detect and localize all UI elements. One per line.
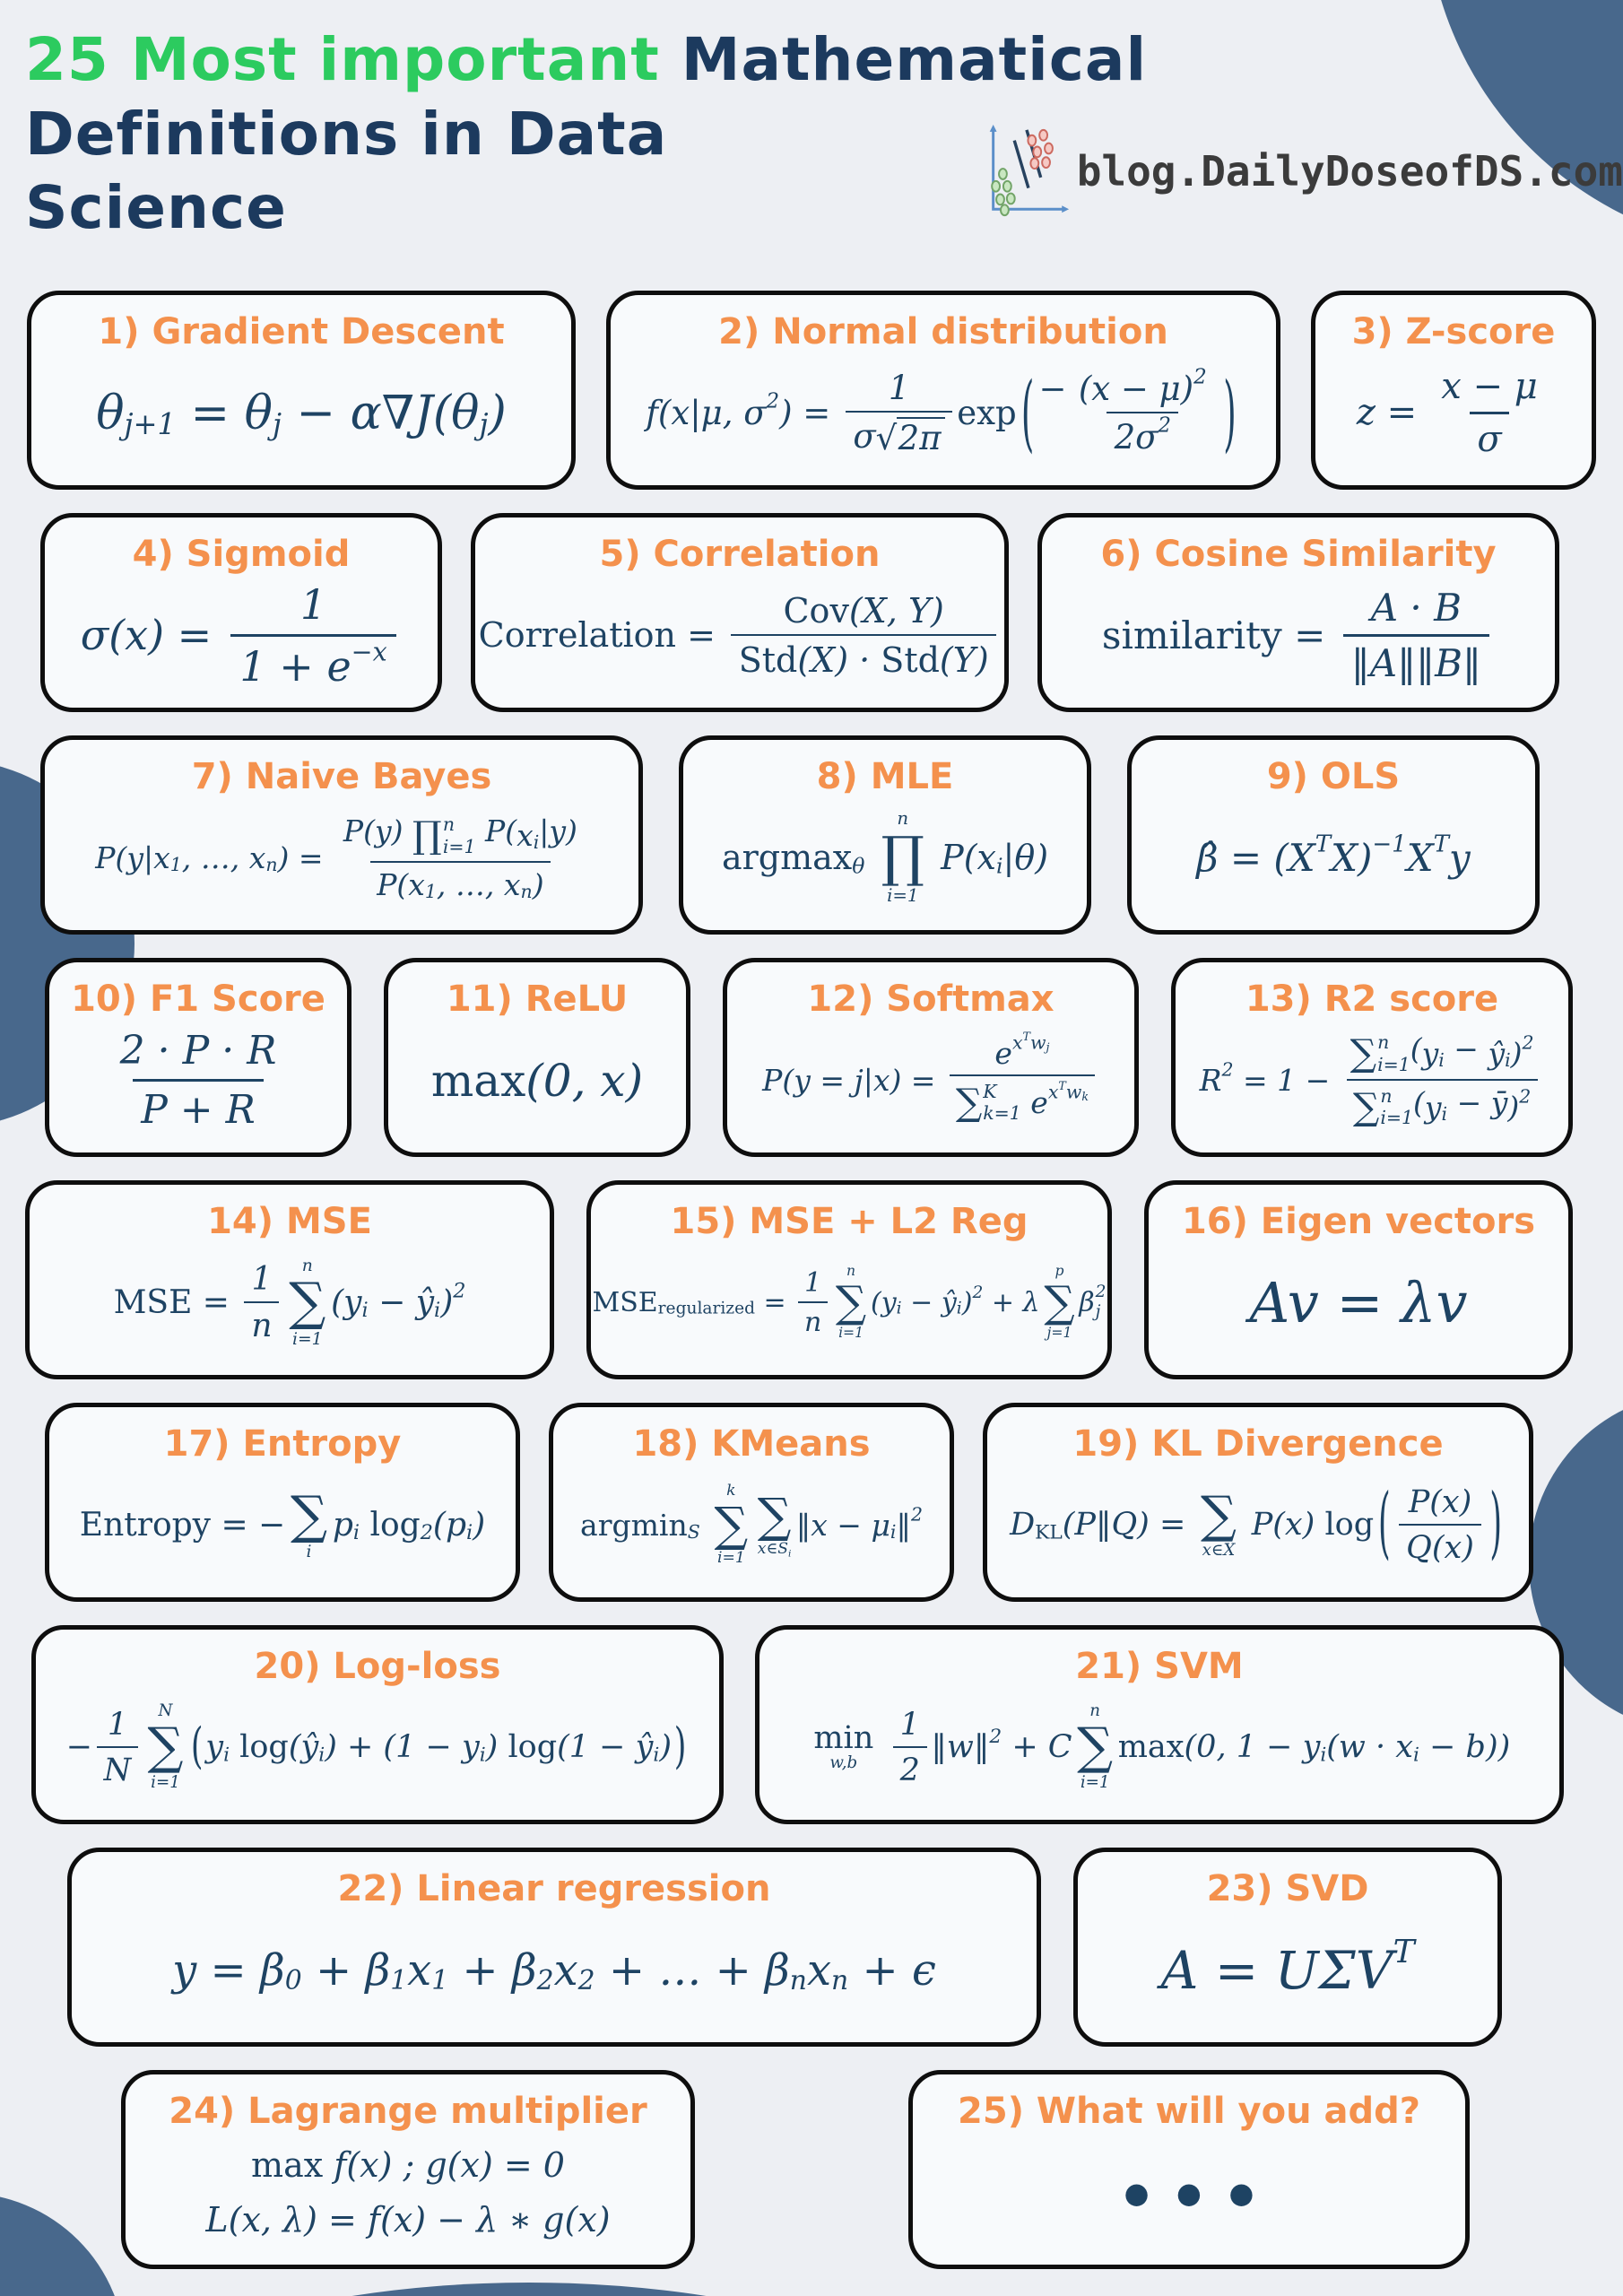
card-formula: max (0, x) [430, 1054, 644, 1107]
card-title: 18) KMeans [632, 1422, 871, 1465]
card-row [0, 958, 1623, 1157]
card-2-normal-distribution [606, 291, 1280, 490]
cards-grid [0, 291, 1623, 2292]
card-formula: f(x|μ, σ 2 ) = 1 σ √ 2π exp ( − (x − μ) 2 2 σ 2 ) [646, 364, 1237, 462]
card-title: 5) Correlation [599, 533, 881, 575]
card-title: 7) Naive Bayes [191, 755, 492, 797]
card-20-log-loss [31, 1625, 724, 1824]
card-3-z-score [1311, 291, 1596, 490]
card-formula: Entropy = − ∑ i p i log 2 ( p i ) [79, 1484, 486, 1561]
card-title: 22) Linear regression [337, 1867, 771, 1909]
card-title: 14) MSE [207, 1200, 372, 1242]
card-formula: P(y = j|x) = e x T w j ∑ K k=1 e x T w k [743, 1025, 1118, 1136]
card-title: 10) F1 Score [71, 978, 325, 1020]
card-7-naive-bayes [40, 735, 643, 935]
card-title: 4) Sigmoid [132, 533, 351, 575]
card-title: 1) Gradient Descent [98, 310, 505, 352]
card-title: 8) MLE [816, 755, 954, 797]
card-row [0, 735, 1623, 935]
card-formula: y = β 0 + β 1 x 1 + β 2 x 2 + … + β n x n + ϵ [172, 1944, 936, 1996]
brand-url: blog.DailyDoseofDS.com [1076, 147, 1623, 196]
card-13-r2-score [1171, 958, 1573, 1157]
card-9-ols [1127, 735, 1540, 935]
card-formula: max f(x) ; g(x) = 0 L(x, λ) = f(x) − λ ∗ g(x) [205, 2144, 611, 2240]
card-title: 21) SVM [1075, 1645, 1244, 1687]
card-14-mse [25, 1180, 554, 1379]
card-row [0, 513, 1623, 712]
card-row [0, 291, 1623, 490]
card-19-kl-divergence [983, 1403, 1533, 1602]
card-17-entropy [45, 1403, 520, 1602]
card-row [0, 1180, 1623, 1379]
card-formula: argmin S k ∑ i=1 ∑ x∈ S i ‖x − μ i ‖ 2 [580, 1482, 923, 1568]
card-22-linear-regression [67, 1848, 1041, 2047]
card-formula: similarity = $\frac{A \cdot B}{‖A‖‖B‖}$ [1058, 580, 1539, 691]
card-8-mle [679, 735, 1091, 935]
card-title: 20) Log-loss [254, 1645, 501, 1687]
card-title: 6) Cosine Similarity [1100, 533, 1497, 575]
card-row [0, 1403, 1623, 1602]
card-row [0, 2070, 1623, 2269]
card-formula: ● ● ● [1124, 2175, 1254, 2210]
card-25-what-will-you-add [908, 2070, 1470, 2269]
card-formula: β̂ = ( X T X ) −1 X T y [1196, 831, 1471, 880]
scatter-plot-logo-icon [980, 123, 1070, 220]
card-row [0, 1848, 1623, 2047]
card-formula: MSE = $\frac{1}{n}$ n ∑ i=1 ( y i − ŷ i ) 2 [113, 1256, 466, 1349]
card-formula: argmax θ n ∏ i=1 P( x i |θ) [721, 807, 1049, 907]
card-title: 17) Entropy [163, 1422, 402, 1465]
card-title: 3) Z-score [1351, 310, 1556, 352]
card-title: 25) What will you add? [958, 2090, 1420, 2132]
brand [980, 123, 1623, 220]
card-formula: D KL (P‖Q) = ∑ x∈X P(x) log ( $\frac{P(x)}{Q(x)}$ ) [1010, 1479, 1502, 1570]
card-formula: σ(x) = 1 1 + e −x [61, 580, 421, 691]
card-11-relu [384, 958, 690, 1157]
header [0, 0, 1623, 246]
title-highlight: 25 Most important [25, 25, 660, 94]
card-formula: z = $\frac{x - \mu}{\sigma}$ [1356, 365, 1538, 461]
card-formula: θ j+1 = θ j − α∇J( θ j ) [96, 386, 507, 442]
card-1-gradient-descent [27, 291, 576, 490]
card-18-kmeans [549, 1403, 954, 1602]
card-title: 15) MSE + L2 Reg [670, 1200, 1028, 1242]
page-title-line2: Definitions in Data Science [25, 99, 668, 242]
card-formula: P(y| x 1 , …, x n ) = P(y) ∏ n i=1 P( x i |y) P( x 1 , …, x n ) [95, 813, 577, 903]
card-title: 23) SVD [1206, 1867, 1369, 1909]
card-15-mse-l2-reg [586, 1180, 1112, 1379]
card-23-svd [1073, 1848, 1502, 2047]
card-title: 2) Normal distribution [718, 310, 1168, 352]
card-4-sigmoid [40, 513, 442, 712]
card-formula: − $\frac{1}{N}$ N ∑ i=1 ( y i log( ŷ i ) + (1 − y i ) log(1 − ŷ i ) ) [65, 1701, 687, 1792]
card-title: 19) KL Divergence [1072, 1422, 1444, 1465]
page-title-line1 [25, 23, 1623, 98]
card-formula: MSE regularized = $\frac{1}{n}$ n ∑ i=1 ( y i − ŷ i ) 2 + λ p ∑ j=1 β 2 j [592, 1263, 1107, 1341]
card-row [0, 1625, 1623, 1824]
card-formula: min w,b 1 2 ‖w‖ 2 + C n ∑ i=1 max (0, 1 − y i (w · x i − b)) [813, 1701, 1511, 1792]
card-12-softmax [723, 958, 1139, 1157]
card-formula: A = UΣ V T [1160, 1933, 1415, 2001]
card-5-correlation [471, 513, 1009, 712]
card-title: 24) Lagrange multiplier [169, 2090, 647, 2132]
card-formula: Correlation = Cov (X, Y) Std (X) · Std (Y) [491, 580, 988, 691]
card-6-cosine-similarity [1037, 513, 1559, 712]
card-16-eigen-vectors [1144, 1180, 1573, 1379]
card-24-lagrange-multiplier [121, 2070, 695, 2269]
card-title: 16) Eigen vectors [1181, 1200, 1536, 1242]
card-title: 9) OLS [1266, 755, 1401, 797]
card-title: 11) ReLU [446, 978, 629, 1020]
card-title: 12) Softmax [807, 978, 1055, 1020]
card-21-svm [755, 1625, 1564, 1824]
card-10-f1-score [45, 958, 352, 1157]
card-formula: 2 · P · R P + R [119, 1028, 277, 1133]
card-formula: Av = λv [1249, 1270, 1468, 1335]
title-rest: Mathematical [681, 25, 1148, 94]
card-title: 13) R2 score [1245, 978, 1499, 1020]
card-formula: R 2 = 1 − ∑ n i=1 ( y i − ŷ i ) 2 ∑ n i=1 ( y i − ȳ ) 2 [1192, 1025, 1552, 1136]
